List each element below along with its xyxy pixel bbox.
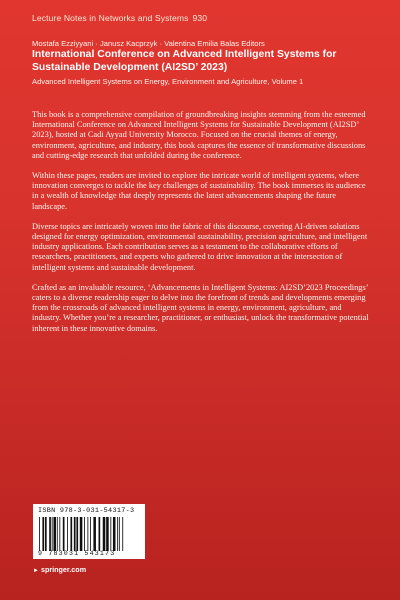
- barcode-bar: [53, 517, 56, 551]
- barcode-bar: [52, 517, 53, 551]
- barcode-box: [33, 504, 145, 559]
- barcode-bar: [59, 517, 60, 551]
- barcode-bar: [42, 517, 44, 551]
- barcode-bar: [74, 517, 76, 551]
- barcode-bar: [122, 517, 123, 551]
- barcode-bar: [57, 517, 58, 551]
- barcode-bar: [70, 517, 72, 551]
- barcode-bar: [39, 517, 40, 551]
- series-number: 930: [192, 13, 208, 23]
- barcode-bar: [113, 517, 116, 551]
- book-title: International Conference on Advanced Intelligent Systems for Sustainable Development (AI2SD’ 2023): [32, 49, 337, 73]
- barcode-bar: [90, 517, 91, 551]
- barcode-bar: [106, 517, 109, 551]
- editors-line: Mostafa Ezziyyani · Janusz Kacprzyk · Valentina Emilia Balas Editors: [32, 39, 265, 48]
- publisher-url: springer.com: [40, 565, 87, 574]
- barcode-bar: [63, 517, 65, 551]
- barcode-bar: [87, 517, 88, 551]
- blurb-paragraph-3: Diverse topics are intricately woven into the fabric of this discourse, covering AI-driven solutions designed for energy optimization, environmental sustainability, precision agriculture, and intelligent industry applications. Each contribution serves as a testament to the collaborative efforts of researchers, practitioners, and experts who gathered to drive innovation at the intersection of intelligent systems and sustainable development.: [32, 221, 368, 272]
- barcode-bar: [93, 517, 96, 551]
- barcode-number: 9 783031 543173: [38, 550, 116, 557]
- barcode-bar: [84, 517, 85, 551]
- blurb-paragraph-1: This book is a comprehensive compilation of groundbreaking insights stemming from the esteemed International Conference on Advanced Intelligent Systems for Sustainable Development (AI2SD’ 2023), hosted at Cadi Ayyad University Morocco. Focused on the crucial themes of energy, environment, agriculture, and industry, this book captures the essence of transformative discussions and cutting-edge research that unfolded during the conference.: [32, 110, 366, 160]
- series-line: [32, 13, 207, 23]
- book-subtitle: Advanced Intelligent Systems on Energy, Environment and Agriculture, Volume 1: [32, 77, 304, 86]
- barcode-bar: [49, 517, 51, 551]
- barcode-bar: [110, 517, 111, 551]
- barcode-bar: [45, 517, 47, 551]
- series-name: Lecture Notes in Networks and Systems: [32, 13, 189, 23]
- arrow-right-icon: ►: [33, 568, 39, 574]
- barcode-bar: [67, 517, 68, 551]
- blurb-paragraph-4: Crafted as an invaluable resource, ‘Advancements in Intelligent Systems: AI2SD’2023 Proceedings’ caters to a diverse readership eager to delve into the forefront of trends and developments emerging from the crossroads of advanced intelligent systems in energy, environment, agriculture, and industry. Whether you’re a researcher, practitioner, or enthusiast, unlock the transformative potential inherent in these innovative domains.: [32, 282, 369, 333]
- barcode-bar: [117, 517, 118, 551]
- barcode-bar: [80, 517, 83, 551]
- barcode-bar: [103, 517, 106, 551]
- publisher-link[interactable]: [33, 565, 86, 574]
- barcode-bar: [76, 517, 78, 551]
- barcode-bar: [99, 517, 101, 551]
- barcode-bars: [38, 517, 140, 551]
- blurb-text: [32, 110, 370, 344]
- isbn-label: ISBN 978-3-031-54317-3: [38, 507, 135, 515]
- barcode-bar: [119, 517, 120, 551]
- blurb-paragraph-2: Within these pages, readers are invited to explore the intricate world of intelligent systems, where innovation converges to tackle the key challenges of sustainability. The book immerses its audience in a wealth of knowledge that deeply represents the latest advancements shaping the future landscape.: [32, 171, 366, 211]
